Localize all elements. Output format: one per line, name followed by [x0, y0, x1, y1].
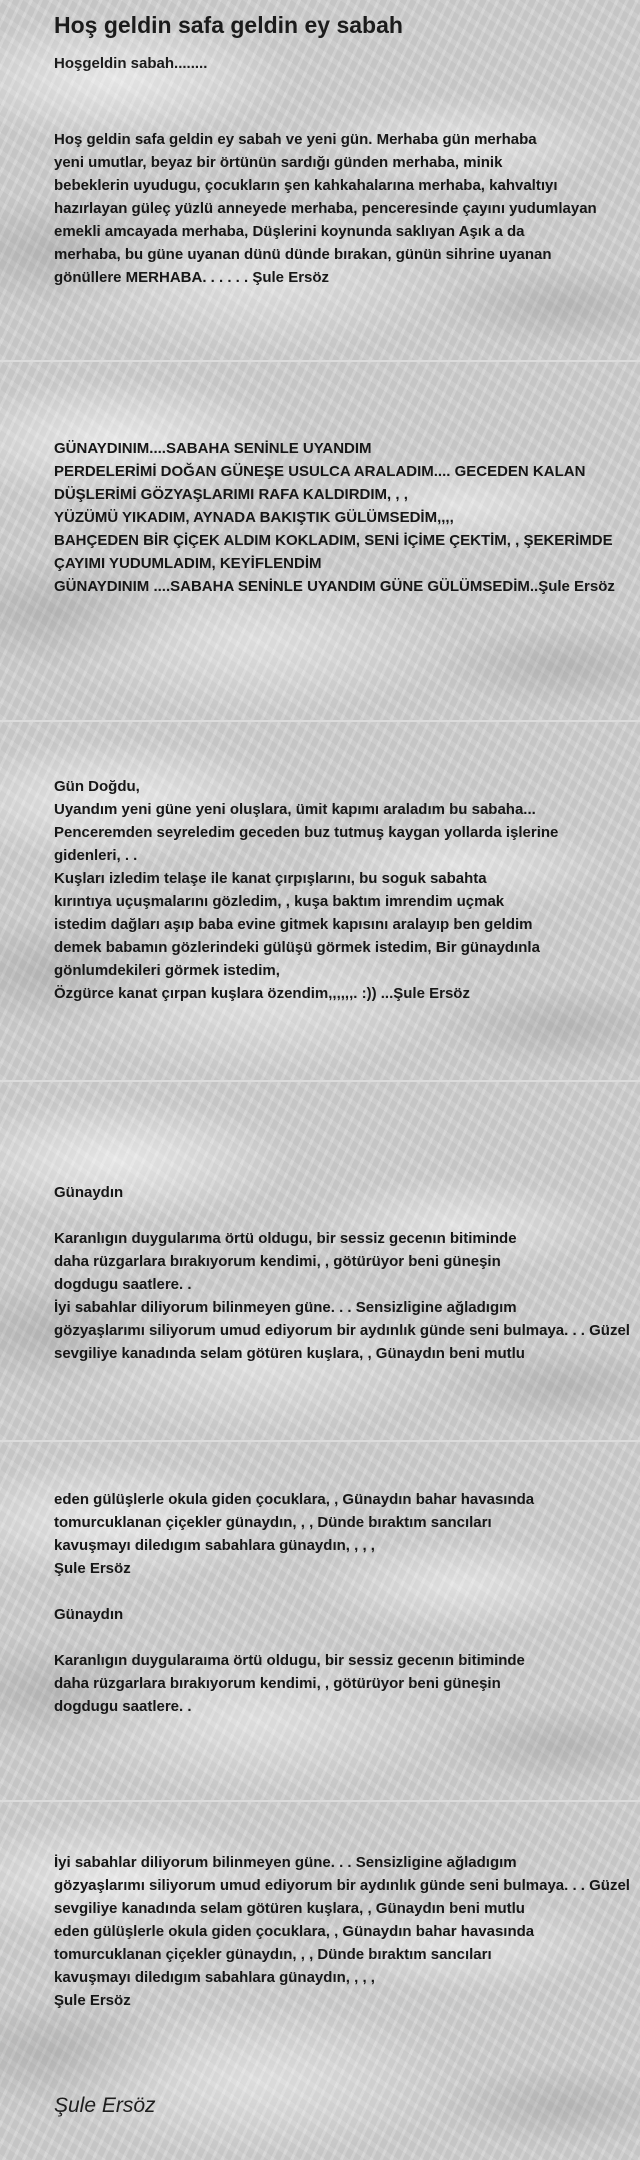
poem-line: Penceremden seyreledim geceden buz tutmuş kaygan yollarda işlerine	[54, 824, 559, 841]
poem-line: kavuşmayı diledıgım sabahlara günaydın, , , ,	[54, 1537, 375, 1554]
poem-line: sevgiliye kanadında selam götüren kuşlara, , Günaydın beni mutlu	[54, 1900, 525, 1917]
poem-line: Şule Ersöz	[54, 1560, 131, 1577]
poem-line: daha rüzgarlara bırakıyorum kendimi, , götürüyor beni güneşin	[54, 1675, 501, 1692]
poem-line: bebeklerin uyudugu, çocukların şen kahkahalarına merhaba, kahvaltıyı	[54, 177, 558, 194]
poem-line: GÜNAYDINIM....SABAHA SENİNLE UYANDIM	[54, 440, 372, 457]
stanza-6	[54, 1851, 640, 2012]
poem-line: Günaydın	[54, 1184, 124, 1201]
poem-line: demek babamın gözlerindeki gülüşü görmek istedim, Bir günaydınla	[54, 939, 540, 956]
poem-line: gözyaşlarımı siliyorum umud ediyorum bir aydınlık günde seni bulmaya. . . Güzel	[54, 1877, 630, 1894]
poem-line: Uyandım yeni güne yeni oluşlara, ümit kapımı araladım bu sabaha...	[54, 801, 536, 818]
poem-line	[54, 1580, 640, 1603]
poem-line: kavuşmayı diledıgım sabahlara günaydın, , , ,	[54, 1969, 375, 1986]
poem-title: Hoş geldin safa geldin ey sabah	[54, 12, 403, 38]
stanza-5	[54, 1488, 640, 1718]
poem-line: Özgürce kanat çırpan kuşlara özendim,,,,,,. :)) ...Şule Ersöz	[54, 985, 470, 1002]
poem-subtitle: Hoşgeldin sabah........	[54, 55, 208, 72]
poem-line: YÜZÜMÜ YIKADIM, AYNADA BAKIŞTIK GÜLÜMSEDİM,,,,	[54, 509, 454, 526]
poem-line: eden gülüşlerle okula giden çocuklara, , Günaydın bahar havasında	[54, 1491, 535, 1508]
stanza-1	[54, 128, 640, 289]
poem-line: dogdugu saatlere. .	[54, 1276, 192, 1293]
poem-line: tomurcuklanan çiçekler günaydın, , , Dünde bıraktım sancıları	[54, 1514, 492, 1531]
poem-line: istedim dağları aşıp baba evine gitmek kapısını aralayıp ben geldim	[54, 916, 533, 933]
poem-line: kırıntıya uçuşmalarını gözledim, , kuşa baktım imrendim uçmak	[54, 893, 505, 910]
stanza-3	[54, 775, 640, 1005]
poem-line: merhaba, bu güne uyanan dünü dünde bırakan, günün sihrine uyanan	[54, 246, 552, 263]
poem-line: Günaydın	[54, 1606, 124, 1623]
poem-line	[54, 1626, 640, 1649]
stanza-2	[54, 437, 640, 598]
poem-line: Kuşları izledim telaşe ile kanat çırpışlarını, bu soguk sabahta	[54, 870, 487, 887]
poem-line: Karanlıgın duygularaıma örtü oldugu, bir sessiz gecenın bitiminde	[54, 1652, 525, 1669]
poem-line: Hoş geldin safa geldin ey sabah ve yeni gün. Merhaba gün merhaba	[54, 131, 537, 148]
poem-line: gönlumdekileri görmek istedim,	[54, 962, 280, 979]
poem-line: İyi sabahlar diliyorum bilinmeyen güne. . . Sensizligine ağladıgım	[54, 1854, 517, 1871]
poem-line: yeni umutlar, beyaz bir örtünün sardığı günden merhaba, minik	[54, 154, 503, 171]
stanza-4	[54, 1181, 640, 1365]
poem-line: PERDELERİMİ DOĞAN GÜNEŞE USULCA ARALADIM.... GECEDEN KALAN	[54, 463, 586, 480]
poem-line: DÜŞLERİMİ GÖZYAŞLARIMI RAFA KALDIRDIM, , ,	[54, 486, 408, 503]
poem-line: dogdugu saatlere. .	[54, 1698, 192, 1715]
poem-line: Gün Doğdu,	[54, 778, 140, 795]
poem-line: İyi sabahlar diliyorum bilinmeyen güne. . . Sensizligine ağladıgım	[54, 1299, 517, 1316]
poem-line: BAHÇEDEN BİR ÇİÇEK ALDIM KOKLADIM, SENİ İÇİME ÇEKTİM, , ŞEKERİMDE	[54, 532, 613, 549]
author-signature: Şule Ersöz	[54, 2094, 156, 2117]
poem-line	[54, 1204, 640, 1227]
poem-line: gözyaşlarımı siliyorum umud ediyorum bir aydınlık günde seni bulmaya. . . Güzel	[54, 1322, 630, 1339]
poem-line: Karanlıgın duygularıma örtü oldugu, bir sessiz gecenın bitiminde	[54, 1230, 517, 1247]
poem-line: GÜNAYDINIM ....SABAHA SENİNLE UYANDIM GÜNE GÜLÜMSEDİM..Şule Ersöz	[54, 578, 615, 595]
poem-line: Şule Ersöz	[54, 1992, 131, 2009]
poem-line: emekli amcayada merhaba, Düşlerini koynunda saklıyan Aşık a da	[54, 223, 525, 240]
poem-line: tomurcuklanan çiçekler günaydın, , , Dünde bıraktım sancıları	[54, 1946, 492, 1963]
poem-line: gönüllere MERHABA. . . . . . Şule Ersöz	[54, 269, 330, 286]
poem-line: gidenleri, . .	[54, 847, 138, 864]
poem-line: daha rüzgarlara bırakıyorum kendimi, , götürüyor beni güneşin	[54, 1253, 501, 1270]
poem-line: eden gülüşlerle okula giden çocuklara, , Günaydın bahar havasında	[54, 1923, 535, 1940]
poem-line: sevgiliye kanadında selam götüren kuşlara, , Günaydın beni mutlu	[54, 1345, 525, 1362]
poem-line: ÇAYIMI YUDUMLADIM, KEYİFLENDİM	[54, 555, 322, 572]
poem-line: hazırlayan güleç yüzlü anneyede merhaba, penceresinde çayını yudumlayan	[54, 200, 597, 217]
